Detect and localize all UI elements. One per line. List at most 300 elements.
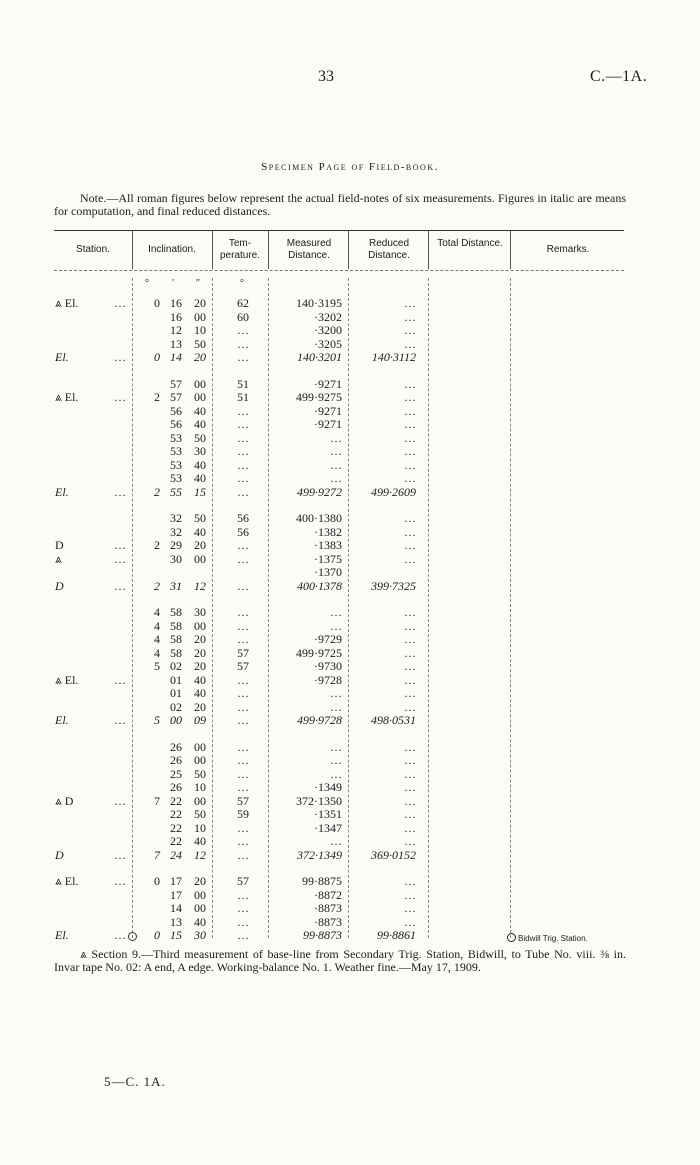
- cell-sec: 40: [194, 471, 206, 485]
- cell-red: 399·7325: [371, 578, 416, 593]
- cell-min: 55: [170, 484, 182, 499]
- cell-min: 22: [170, 834, 182, 848]
- cell-meas: …: [330, 766, 342, 781]
- cell-tmp: …: [237, 471, 249, 485]
- intro-note: Note.—All roman figures below represent the actual field-notes of six measurements. Figures in italic are means for computation, and final reduced distances.: [54, 191, 626, 218]
- cell-tmp: 57: [237, 793, 249, 808]
- cell-red: …: [404, 323, 416, 337]
- cell-sec: 20: [194, 350, 206, 364]
- table-row: [0, 701, 700, 715]
- cell-tmp: …: [237, 887, 249, 902]
- cell-min: 16: [170, 296, 182, 310]
- cell-meas: ·9730: [314, 659, 342, 673]
- cell-tmp: …: [237, 766, 249, 781]
- cell-st: ⩓ El.: [55, 874, 79, 888]
- cell-min: 26: [170, 780, 182, 794]
- cell-red: …: [404, 296, 416, 310]
- cell-st: El.: [55, 484, 69, 499]
- cell-min: 17: [170, 887, 182, 902]
- table-row: [0, 405, 700, 419]
- table-row: [0, 311, 700, 325]
- table-row: [0, 432, 700, 446]
- col-header-inclination: Inclination.: [148, 244, 196, 255]
- cell-meas: 372·1349: [297, 847, 342, 862]
- table-top-rule: [54, 230, 624, 231]
- cell-meas: 99·8875: [302, 874, 342, 888]
- cell-min: 53: [170, 471, 182, 485]
- table-row: [0, 822, 700, 836]
- cell-min: 24: [170, 847, 182, 862]
- cell-st: D: [55, 538, 64, 552]
- cell-red: …: [404, 901, 416, 915]
- cell-tmp: …: [237, 430, 249, 445]
- cell-tmp: 51: [237, 390, 249, 404]
- col-divider: [428, 231, 429, 269]
- table-row: [0, 808, 700, 822]
- table-row: [0, 459, 700, 473]
- cell-sec: 20: [194, 699, 206, 714]
- cell-red: …: [404, 511, 416, 525]
- cell-red: …: [404, 551, 416, 566]
- header-bottom-rule: [54, 270, 624, 271]
- cell-meas: 400·1380: [296, 511, 342, 525]
- cell-meas: …: [330, 753, 342, 767]
- table-row: [0, 418, 700, 432]
- cell-sec: 00: [194, 376, 206, 391]
- col-divider: [212, 231, 213, 269]
- remark-bidwill: [507, 933, 588, 943]
- page-title: Specimen Page of Field-book.: [261, 161, 439, 173]
- cell-sec: 12: [194, 847, 206, 862]
- cell-tmp: 60: [237, 309, 249, 324]
- unit-seconds: ″: [196, 278, 201, 289]
- cell-red: 369·0152: [371, 847, 416, 862]
- cell-tmp: …: [237, 686, 249, 700]
- cell-deg: 4: [154, 645, 160, 660]
- col-header-temperature: Tem- perature.: [219, 238, 261, 261]
- table-row: [0, 902, 700, 916]
- cell-tmp: …: [237, 834, 249, 848]
- cell-min: 58: [170, 632, 182, 646]
- cell-red: …: [404, 336, 416, 351]
- cell-meas: ·3205: [314, 336, 342, 351]
- signature-mark: 5—C. 1A.: [104, 1074, 166, 1089]
- cell-sec: 10: [194, 323, 206, 337]
- table-row: [0, 741, 700, 755]
- cell-red: …: [404, 739, 416, 754]
- cell-deg: 2: [154, 484, 160, 499]
- cell-red: …: [404, 659, 416, 673]
- cell-meas: ·9729: [314, 632, 342, 646]
- cell-meas: ·9728: [314, 672, 342, 687]
- col-divider: [348, 231, 349, 269]
- cell-sec: 00: [194, 551, 206, 566]
- cell-min: 30: [170, 551, 182, 566]
- cell-red: …: [404, 618, 416, 633]
- cell-deg: 2: [154, 538, 160, 552]
- cell-st: ⩓ El.: [55, 390, 79, 404]
- mean-row: [0, 929, 700, 943]
- col-divider: [510, 231, 511, 269]
- cell-meas: ·3202: [314, 309, 342, 324]
- cell-deg: 7: [154, 793, 160, 808]
- cell-red: …: [404, 874, 416, 888]
- mean-row: [0, 580, 700, 594]
- cell-tmp: …: [237, 457, 249, 472]
- cell-tmp: 62: [237, 296, 249, 310]
- cell-tmp: …: [237, 444, 249, 458]
- cell-red: …: [404, 417, 416, 431]
- table-row: [0, 606, 700, 620]
- cell-tmp: …: [237, 901, 249, 915]
- table-row: [0, 526, 700, 540]
- table-row: [0, 754, 700, 768]
- cell-red: …: [404, 471, 416, 485]
- cell-min: 57: [170, 390, 182, 404]
- table-row: [0, 835, 700, 849]
- cell-dt: …: [114, 847, 126, 862]
- cell-dt: …: [114, 551, 126, 566]
- cell-sec: 30: [194, 928, 206, 942]
- cell-meas: ·1349: [314, 780, 342, 794]
- cell-st: ⩓ D: [55, 793, 74, 808]
- cell-min: 22: [170, 820, 182, 835]
- cell-sec: 40: [194, 834, 206, 848]
- cell-tmp: 51: [237, 376, 249, 391]
- cell-tmp: …: [237, 417, 249, 431]
- table-row: [0, 875, 700, 889]
- cell-meas: 499·9728: [297, 713, 342, 727]
- cell-meas: …: [330, 444, 342, 458]
- station-circle-icon: [128, 932, 137, 941]
- cell-meas: ·1351: [314, 807, 342, 821]
- cell-meas: ·8872: [314, 887, 342, 902]
- table-row: [0, 889, 700, 903]
- cell-meas: 499·9275: [296, 390, 342, 404]
- cell-min: 13: [170, 336, 182, 351]
- cell-meas: 99·8873: [303, 928, 342, 942]
- table-row: [0, 324, 700, 338]
- cell-tmp: …: [237, 847, 249, 862]
- cell-dt: …: [114, 874, 126, 888]
- cell-meas: 372·1350: [296, 793, 342, 808]
- cell-meas: ·8873: [314, 914, 342, 929]
- cell-meas: 499·9725: [296, 645, 342, 660]
- cell-red: …: [404, 430, 416, 445]
- cell-st: ⩓ El.: [55, 296, 79, 310]
- cell-min: 00: [170, 713, 182, 727]
- cell-min: 26: [170, 753, 182, 767]
- cell-red: …: [404, 390, 416, 404]
- cell-red: …: [404, 524, 416, 539]
- col-header-station: Station.: [76, 244, 110, 255]
- cell-sec: 10: [194, 780, 206, 794]
- cell-meas: 140·3195: [296, 296, 342, 310]
- table-row: [0, 687, 700, 701]
- col-header-measured: Measured Distance.: [286, 238, 332, 261]
- cell-tmp: 57: [237, 874, 249, 888]
- cell-min: 58: [170, 605, 182, 619]
- cell-tmp: …: [237, 699, 249, 714]
- cell-st: ⩓: [55, 551, 62, 566]
- cell-sec: 50: [194, 511, 206, 525]
- cell-sec: 40: [194, 524, 206, 539]
- cell-deg: 2: [154, 578, 160, 593]
- cell-meas: ·9271: [314, 403, 342, 418]
- cell-meas: …: [330, 699, 342, 714]
- cell-sec: 00: [194, 739, 206, 754]
- cell-red: …: [404, 309, 416, 324]
- cell-meas: ·3200: [314, 323, 342, 337]
- cell-min: 13: [170, 914, 182, 929]
- cell-min: 32: [170, 511, 182, 525]
- col-header-remarks: Remarks.: [546, 244, 590, 255]
- cell-deg: 2: [154, 390, 160, 404]
- cell-meas: 499·9272: [297, 484, 342, 499]
- cell-tmp: …: [237, 672, 249, 687]
- cell-red: …: [404, 686, 416, 700]
- cell-sec: 50: [194, 807, 206, 821]
- cell-sec: 20: [194, 659, 206, 673]
- cell-red: …: [404, 793, 416, 808]
- cell-tmp: …: [237, 323, 249, 337]
- cell-sec: 12: [194, 578, 206, 593]
- col-header-total: Total Distance.: [437, 238, 503, 249]
- cell-min: 25: [170, 766, 182, 781]
- cell-sec: 30: [194, 605, 206, 619]
- cell-red: 499·2609: [371, 484, 416, 499]
- cell-red: 498·0531: [371, 713, 416, 727]
- cell-min: 53: [170, 457, 182, 472]
- cell-min: 01: [170, 672, 182, 687]
- cell-tmp: …: [237, 578, 249, 593]
- table-row: [0, 472, 700, 486]
- cell-min: 16: [170, 309, 182, 324]
- cell-deg: 7: [154, 847, 160, 862]
- cell-tmp: …: [237, 403, 249, 418]
- cell-min: 56: [170, 417, 182, 431]
- cell-red: …: [404, 807, 416, 821]
- cell-dt: …: [114, 793, 126, 808]
- remark-bidwill-text: Bidwill Trig. Station.: [518, 934, 588, 943]
- cell-min: 58: [170, 645, 182, 660]
- cell-min: 58: [170, 618, 182, 633]
- cell-sec: 40: [194, 403, 206, 418]
- cell-dt: …: [114, 350, 126, 364]
- cell-sec: 09: [194, 713, 206, 727]
- table-row: [0, 566, 700, 580]
- cell-sec: 40: [194, 417, 206, 431]
- station-ring-icon: [507, 933, 516, 942]
- cell-meas: …: [330, 471, 342, 485]
- cell-tmp: …: [237, 336, 249, 351]
- cell-sec: 40: [194, 672, 206, 687]
- cell-tmp: …: [237, 820, 249, 835]
- cell-meas: …: [330, 834, 342, 848]
- mean-row: [0, 849, 700, 863]
- table-row: [0, 768, 700, 782]
- cell-st: El.: [55, 350, 69, 364]
- cell-sec: 00: [194, 618, 206, 633]
- cell-tmp: …: [237, 350, 249, 364]
- mean-row: [0, 714, 700, 728]
- cell-meas: …: [330, 605, 342, 619]
- cell-sec: 50: [194, 766, 206, 781]
- cell-tmp: …: [237, 928, 249, 942]
- mean-row: [0, 486, 700, 500]
- cell-red: …: [404, 457, 416, 472]
- cell-sec: 40: [194, 914, 206, 929]
- cell-tmp: …: [237, 632, 249, 646]
- cell-deg: 4: [154, 605, 160, 619]
- cell-min: 17: [170, 874, 182, 888]
- table-row: [0, 539, 700, 553]
- cell-red: …: [404, 820, 416, 835]
- cell-deg: 0: [154, 928, 160, 942]
- cell-min: 32: [170, 524, 182, 539]
- cell-min: 53: [170, 430, 182, 445]
- cell-sec: 40: [194, 457, 206, 472]
- table-row: [0, 445, 700, 459]
- cell-meas: ·1347: [314, 820, 342, 835]
- cell-min: 02: [170, 659, 182, 673]
- cell-st: El.: [55, 713, 69, 727]
- cell-dt: …: [114, 484, 126, 499]
- cell-sec: 20: [194, 874, 206, 888]
- cell-red: …: [404, 834, 416, 848]
- cell-meas: ·9271: [314, 376, 342, 391]
- cell-tmp: …: [237, 538, 249, 552]
- cell-red: …: [404, 632, 416, 646]
- cell-tmp: 56: [237, 511, 249, 525]
- cell-min: 15: [170, 928, 182, 942]
- cell-sec: 00: [194, 390, 206, 404]
- cell-tmp: …: [237, 484, 249, 499]
- cell-sec: 15: [194, 484, 206, 499]
- cell-tmp: …: [237, 618, 249, 633]
- cell-dt: …: [114, 672, 126, 687]
- cell-dt: …: [114, 713, 126, 727]
- cell-meas: ·8873: [314, 901, 342, 915]
- cell-red: 140·3112: [371, 350, 416, 364]
- cell-st: ⩓ El.: [55, 672, 79, 687]
- cell-red: …: [404, 403, 416, 418]
- cell-meas: …: [330, 618, 342, 633]
- cell-tmp: 56: [237, 524, 249, 539]
- table-row: [0, 297, 700, 311]
- cell-sec: 30: [194, 444, 206, 458]
- cell-sec: 50: [194, 336, 206, 351]
- cell-deg: 0: [154, 296, 160, 310]
- cell-sec: 50: [194, 430, 206, 445]
- cell-deg: 0: [154, 874, 160, 888]
- cell-sec: 00: [194, 309, 206, 324]
- cell-st: El.: [55, 928, 69, 942]
- cell-red: …: [404, 753, 416, 767]
- cell-red: …: [404, 645, 416, 660]
- cell-min: 12: [170, 323, 182, 337]
- cell-sec: 20: [194, 645, 206, 660]
- cell-tmp: …: [237, 780, 249, 794]
- cell-sec: 00: [194, 753, 206, 767]
- table-row: [0, 674, 700, 688]
- cell-meas: 140·3201: [297, 350, 342, 364]
- col-header-reduced: Reduced Distance.: [368, 238, 410, 261]
- cell-dt: …: [114, 390, 126, 404]
- table-row: [0, 647, 700, 661]
- cell-min: 14: [170, 901, 182, 915]
- cell-meas: …: [330, 739, 342, 754]
- cell-meas: …: [330, 430, 342, 445]
- table-row: [0, 391, 700, 405]
- cell-red: …: [404, 605, 416, 619]
- cell-min: 14: [170, 350, 182, 364]
- cell-dt: …: [114, 538, 126, 552]
- cell-red: …: [404, 766, 416, 781]
- cell-red: …: [404, 444, 416, 458]
- cell-min: 53: [170, 444, 182, 458]
- table-row: [0, 338, 700, 352]
- table-row: [0, 620, 700, 634]
- cell-red: …: [404, 780, 416, 794]
- cell-red: …: [404, 672, 416, 687]
- table-row: [0, 378, 700, 392]
- cell-dt: …: [114, 578, 126, 593]
- cell-deg: 0: [154, 350, 160, 364]
- cell-tmp: …: [237, 753, 249, 767]
- cell-deg: 4: [154, 632, 160, 646]
- cell-red: …: [404, 699, 416, 714]
- cell-meas: …: [330, 686, 342, 700]
- page-number: 33: [318, 68, 334, 85]
- cell-dt: …: [114, 928, 126, 942]
- cell-sec: 20: [194, 632, 206, 646]
- cell-meas: ·1370: [314, 565, 342, 579]
- table-row: [0, 512, 700, 526]
- cell-min: 57: [170, 376, 182, 391]
- cell-deg: 5: [154, 713, 160, 727]
- cell-min: 29: [170, 538, 182, 552]
- table-row: [0, 795, 700, 809]
- cell-meas: ·9271: [314, 417, 342, 431]
- mean-row: [0, 351, 700, 365]
- cell-sec: 00: [194, 793, 206, 808]
- cell-dt: …: [114, 296, 126, 310]
- cell-min: 22: [170, 793, 182, 808]
- cell-deg: 4: [154, 618, 160, 633]
- cell-red: 99·8861: [377, 928, 416, 942]
- cell-sec: 20: [194, 538, 206, 552]
- cell-tmp: …: [237, 739, 249, 754]
- cell-deg: 5: [154, 659, 160, 673]
- cell-sec: 10: [194, 820, 206, 835]
- unit-temperature: °: [240, 278, 244, 289]
- unit-degrees: °: [145, 278, 149, 289]
- table-row: [0, 633, 700, 647]
- cell-tmp: 57: [237, 645, 249, 660]
- table-row: [0, 660, 700, 674]
- table-row: [0, 781, 700, 795]
- cell-min: 22: [170, 807, 182, 821]
- cell-sec: 40: [194, 686, 206, 700]
- cell-min: 31: [170, 578, 182, 593]
- cell-st: D: [55, 847, 64, 862]
- series-code: C.—1A.: [590, 68, 648, 85]
- col-divider: [268, 231, 269, 269]
- cell-sec: 00: [194, 901, 206, 915]
- section-note: ⩓ Section 9.—Third measurement of base-line from Secondary Trig. Station, Bidwill, to Tube No. viii. ⅜ in. Invar tape No. 02: A end, A edge. Working-balance No. 1. Weather fine.—May 17, 1909.: [54, 947, 626, 974]
- cell-meas: ·1382: [314, 524, 342, 539]
